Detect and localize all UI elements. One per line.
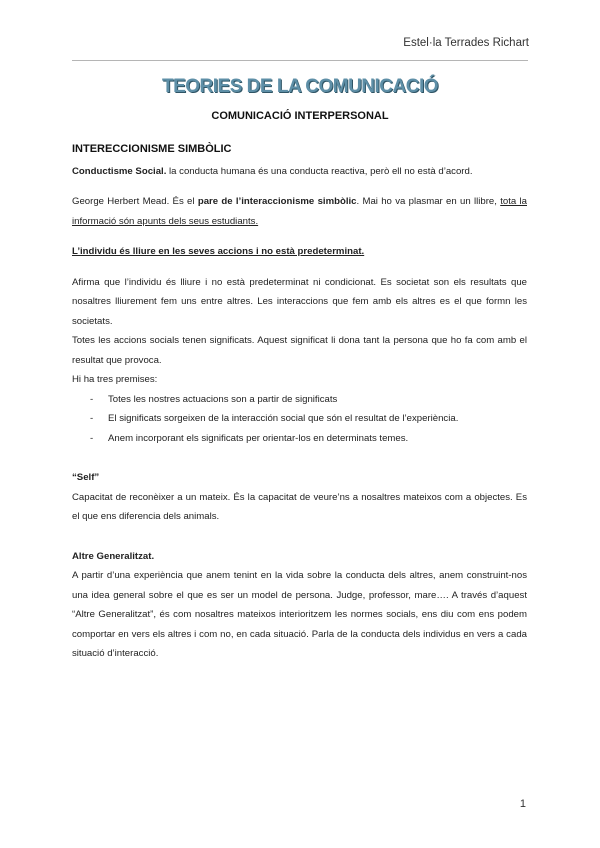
altre-paragraph: A partir d’una experiència que anem tenint en la vida sobre la conducta dels altres, anem construint-nos una idea general sobre el que es ser un model de persona. Judge, professor, mare…. A través d’aquest “Altre Generalitzat”, és com nosaltres mateixos interioritzem les normes socials, ens diu com ens podem comportar en vers els altres i com no, en cada situació. Parla de la conducta dels individus en vers a cada situació d’interacció. — [72, 570, 527, 659]
header-author: Estel·la Terrades Richart — [403, 37, 529, 49]
individual-statement: L’individu és lliure en les seves accions i no està predeterminat. — [72, 246, 365, 257]
mead-text-1: George Herbert Mead. És el — [72, 196, 198, 207]
premises-list — [72, 390, 527, 449]
conductisme-text: la conducta humana és una conducta reactiva, però ell no està d’acord. — [166, 165, 473, 177]
premises-intro: Hi ha tres premises: — [72, 374, 158, 385]
document-body — [72, 140, 527, 664]
header-divider — [72, 60, 528, 61]
self-heading: “Self” — [72, 472, 100, 483]
document-subtitle: COMUNICACIÓ INTERPERSONAL — [211, 110, 389, 122]
mead-underlined-text: tota la informació són apunts dels seus estudiants. — [72, 196, 527, 227]
paragraph-meanings: Totes les accions socials tenen significats. Aquest significat li dona tant la persona que ho fa com amb el resultat que provoca. — [72, 335, 527, 366]
altre-heading: Altre Generalitzat. — [72, 550, 155, 562]
list-item: - El significats sorgeixen de la interacción social que són el resultat de l’experiència. — [90, 409, 527, 429]
document-title: TEORIES DE LA COMUNICACIÓ — [161, 76, 439, 97]
self-paragraph: Capacitat de reconèixer a un mateix. És la capacitat de veure’ns a nosaltres mateixos com a objectes. Es el que ens diferencia dels animals. — [72, 491, 527, 522]
list-item: - Anem incorporant els significats per orientar-los en determinats temes. — [90, 429, 527, 449]
mead-paragraph — [72, 192, 527, 231]
mead-text-2: . Mai ho va plasmar en un llibre, — [356, 196, 501, 207]
paragraph-freedom: Afirma que l’individu és lliure i no està predeterminat ni condicionat. Es societat son els resultats que nosaltres lliurement fem uns entre altres. Les interaccions que fem amb els altres es el que formn les societats. — [72, 276, 527, 327]
page-number: 1 — [519, 798, 526, 810]
conductisme-paragraph — [72, 162, 527, 182]
list-item: - Totes les nostres actuacions son a partir de significats — [90, 390, 527, 410]
section-heading: INTERECCIONISME SIMBÒLIC — [72, 143, 232, 155]
mead-bold-text: pare de l’interaccionisme simbòlic — [197, 196, 357, 207]
conductisme-term: Conductisme Social. — [72, 165, 167, 177]
